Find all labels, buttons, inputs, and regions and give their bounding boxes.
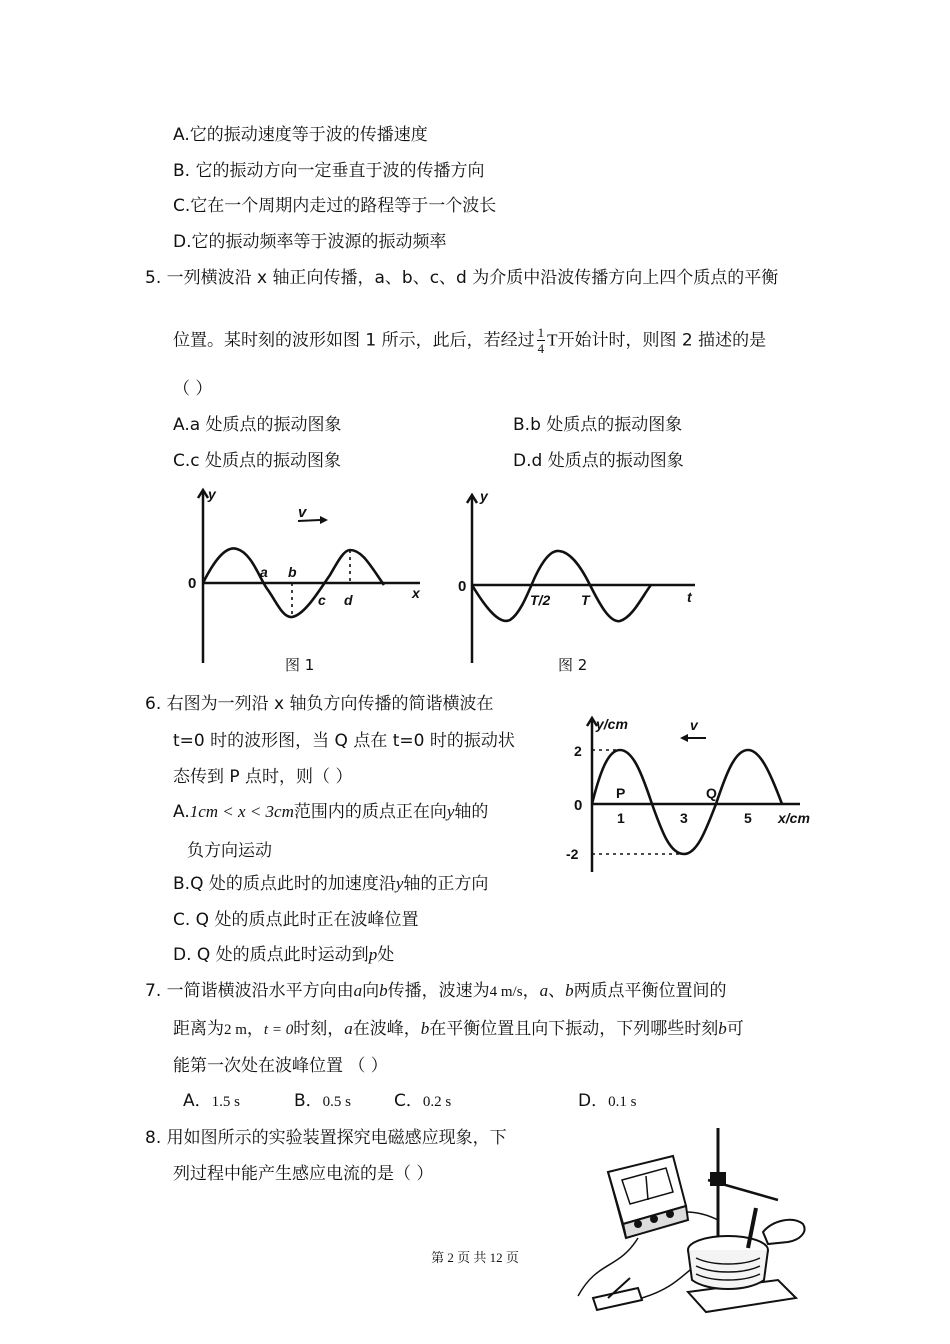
q6-option-a-end: 轴的 [454, 802, 489, 822]
q7-var-b2: b [565, 981, 574, 1000]
q6-wave-curve [592, 750, 782, 854]
fig2-t-label: T [581, 592, 590, 608]
q6-option-d [173, 943, 394, 967]
q7-stem-line3: 能第一次处在波峰位置 （ ） [173, 1056, 388, 1076]
galvanometer-icon [608, 1156, 688, 1238]
q6-stem-line1: 6. 右图为一列沿 x 轴负方向传播的简谐横波在 [145, 694, 494, 714]
q6-option-a-cont: 负方向运动 [187, 841, 272, 861]
q6-option-c: C. Q 处的质点此时正在波峰位置 [173, 910, 419, 930]
q7-var-a: a [353, 981, 363, 1000]
q6-range-expression: 1cm < x < 3cm [189, 802, 294, 821]
q4-option-b: B. 它的振动方向一定垂直于波的传播方向 [173, 161, 485, 181]
figure-2-vibration [455, 485, 705, 665]
q7-option-c [394, 1089, 451, 1114]
q6-option-b-end: 轴的正方向 [403, 874, 489, 894]
fig1-origin-label: 0 [188, 575, 197, 592]
q4-option-c: C.它在一个周期内走过的路程等于一个波长 [173, 196, 497, 216]
q6-point-q: Q [706, 785, 717, 801]
q7-comma2: ， [246, 1019, 264, 1039]
q7-option-c-value: 0.2 s [422, 1094, 452, 1110]
q6-var-y-b: y [395, 874, 404, 893]
q6-option-b-text: B.Q 处的质点此时的加速度沿 [173, 874, 396, 894]
q6-v-label: v [690, 717, 698, 733]
fig1-x-label: x [412, 585, 420, 601]
q5-fraction [537, 325, 546, 356]
q5-option-b: B.b 处质点的振动图象 [513, 415, 683, 435]
q7-var-a2: a [539, 981, 549, 1000]
q7-text-2: 传播，波速为 [387, 981, 490, 1001]
fig2-t-half-label: T/2 [530, 592, 551, 608]
q6-tick-1: 1 [617, 810, 625, 826]
figure-1-caption: 图 1 [285, 656, 315, 674]
q7-speed: 4 m/s [489, 984, 523, 1000]
q7-text-5: 时刻， [293, 1019, 345, 1039]
q6-origin-label: 0 [574, 797, 583, 814]
q7-option-d [578, 1089, 636, 1114]
q7-t0: t = 0 [263, 1022, 294, 1038]
q6-option-b [173, 872, 488, 896]
fig1-point-b: b [288, 564, 297, 580]
q7-option-d-value: 0.1 s [608, 1094, 637, 1110]
q6-velocity-arrowhead [680, 734, 688, 742]
q5-option-a: A.a 处质点的振动图象 [173, 415, 342, 435]
period-symbol: T [547, 330, 558, 350]
q7-var-b: b [379, 981, 388, 1000]
q7-text-6: 在波峰， [352, 1019, 421, 1039]
q4-option-d: D.它的振动频率等于波源的振动频率 [173, 232, 447, 252]
q6-option-d-text: D. Q 处的质点此时运动到 [173, 945, 369, 965]
q6-tick-5: 5 [744, 810, 752, 826]
q7-var-b4: b [718, 1019, 727, 1038]
q5-stem-line1: 5. 一列横波沿 x 轴正向传播，a、b、c、d 为介质中沿波传播方向上四个质点的平衡 [145, 268, 779, 288]
q7-option-d-label: D． [578, 1091, 609, 1111]
q6-tick-2: 2 [574, 743, 582, 759]
q6-y-label: y/cm [596, 716, 628, 732]
q7-sep: 、 [548, 981, 566, 1001]
q7-var-a3: a [344, 1019, 353, 1038]
q6-x-label: x/cm [778, 810, 810, 826]
fig2-t-axis-label: t [687, 589, 692, 605]
q5-stem-line2-end: 开始计时，则图 2 描述的是 [557, 330, 767, 351]
q7-option-c-label: C． [394, 1091, 423, 1111]
q5-answer-paren: （ ） [173, 379, 213, 399]
q6-wave-graph [560, 712, 830, 877]
q6-var-p: p [368, 945, 378, 964]
q6-point-p: P [616, 785, 626, 801]
fig1-point-a: a [260, 564, 268, 580]
q5-option-d: D.d 处质点的振动图象 [513, 451, 684, 471]
fig2-y-label: y [480, 488, 488, 504]
q6-option-d-end: 处 [377, 945, 395, 965]
q6-stem-line2: t=0 时的波形图，当 Q 点在 t=0 时的振动状 [173, 731, 515, 751]
figure-2-caption: 图 2 [558, 656, 588, 674]
q8-stem-line1: 8. 用如图所示的实验装置探究电磁感应现象，下 [145, 1128, 507, 1148]
q6-tick-3: 3 [680, 810, 688, 826]
q6-option-a [173, 800, 488, 824]
q7-text-7: 在平衡位置且向下振动，下列哪些时刻 [429, 1019, 719, 1039]
fig1-velocity-arrowhead [320, 516, 328, 524]
q7-option-a [183, 1089, 240, 1114]
fig1-v-label: v [298, 504, 307, 521]
q5-option-c: C.c 处质点的振动图象 [173, 451, 342, 471]
q7-text-4: 距离为 [173, 1019, 224, 1039]
page-footer: 第 2 页 共 12 页 [431, 1250, 519, 1265]
q6-stem-line3: 态传到 P 点时，则（ ） [173, 767, 353, 787]
q7-text-to: 向 [362, 981, 380, 1001]
fig1-point-d: d [344, 592, 353, 608]
fraction-denominator: 4 [537, 341, 545, 356]
q7-comma: ， [522, 981, 540, 1001]
q7-text-1: 7. 一简谐横波沿水平方向由 [145, 981, 354, 1001]
q4-option-a: A.它的振动速度等于波的传播速度 [173, 125, 428, 145]
figure-1-waveform [180, 485, 430, 665]
q7-text-8: 可 [726, 1019, 744, 1039]
q7-option-b-label: B． [294, 1091, 323, 1111]
q6-option-a-label: A. [173, 802, 190, 822]
q6-option-a-text: 范围内的质点正在向 [293, 802, 447, 822]
q7-distance: 2 m [224, 1022, 247, 1038]
q6-var-y: y [446, 802, 455, 821]
fig1-y-label: y [208, 486, 216, 502]
q7-option-a-value: 1.5 s [211, 1094, 240, 1110]
q7-option-b [294, 1089, 351, 1114]
q7-stem-line1 [145, 979, 727, 1004]
q7-option-a-label: A． [183, 1091, 212, 1111]
q6-tick-neg2: -2 [566, 846, 579, 862]
q7-stem-line2 [173, 1017, 744, 1042]
q8-stem-line2: 列过程中能产生感应电流的是（ ） [173, 1164, 434, 1184]
fig2-origin-label: 0 [458, 578, 467, 595]
q8-apparatus-illustration [578, 1120, 818, 1320]
fig1-point-c: c [318, 592, 326, 608]
q7-text-3: 两质点平衡位置间的 [573, 981, 727, 1001]
fraction-numerator: 1 [537, 325, 545, 340]
q7-var-b3: b [420, 1019, 430, 1038]
q7-option-b-value: 0.5 s [322, 1094, 352, 1110]
q5-stem-line2 [173, 325, 766, 356]
q5-stem-line2-text: 位置。某时刻的波形如图 1 所示，此后，若经过 [173, 330, 535, 351]
